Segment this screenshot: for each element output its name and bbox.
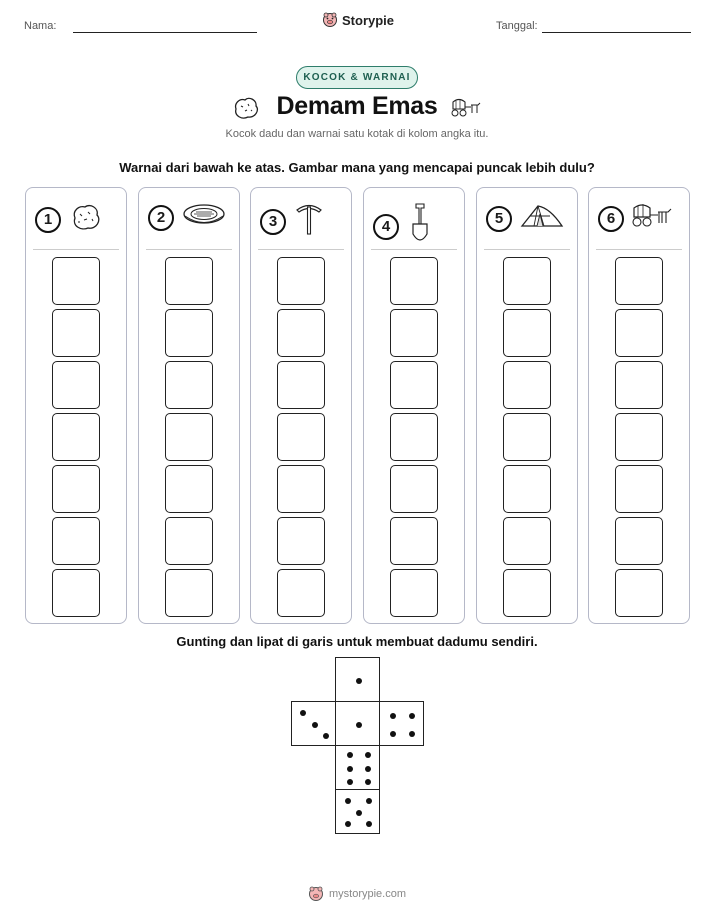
color-box[interactable] (277, 517, 325, 565)
color-box[interactable] (390, 309, 438, 357)
column-divider (484, 249, 570, 250)
dice-pip (323, 733, 329, 739)
column-divider (146, 249, 232, 250)
dice-pip (345, 798, 351, 804)
color-box[interactable] (277, 569, 325, 617)
dice-pip (409, 731, 415, 737)
dice-pip (365, 752, 371, 758)
page-title: Demam Emas (276, 92, 438, 120)
coloring-instruction: Warnai dari bawah ke atas. Gambar mana yang mencapai puncak lebih dulu? (119, 160, 595, 175)
pig-mascot-icon (308, 886, 324, 902)
column-header (486, 202, 564, 235)
tent-icon (520, 202, 564, 235)
footer (308, 886, 406, 902)
color-box[interactable] (165, 517, 213, 565)
color-box[interactable] (503, 257, 551, 305)
column-number: 6 (598, 206, 624, 232)
dice-pip (356, 678, 362, 684)
color-box[interactable] (390, 465, 438, 513)
dice-column-2 (138, 187, 240, 624)
color-box[interactable] (503, 361, 551, 409)
color-box[interactable] (277, 361, 325, 409)
footer-url[interactable]: mystorypie.com (329, 888, 407, 900)
color-box[interactable] (277, 309, 325, 357)
date-label: Tanggal: (496, 20, 538, 32)
color-box[interactable] (52, 517, 100, 565)
color-box[interactable] (390, 257, 438, 305)
date-line[interactable] (542, 32, 691, 33)
color-box[interactable] (165, 309, 213, 357)
column-number: 4 (373, 214, 399, 240)
column-header (260, 202, 324, 241)
color-box[interactable] (277, 413, 325, 461)
covered-wagon-icon (632, 202, 674, 235)
color-box[interactable] (503, 309, 551, 357)
dice-pip (366, 821, 372, 827)
shovel-icon (407, 202, 433, 251)
dice-column-4 (363, 187, 465, 624)
dice-face (335, 745, 380, 790)
pickaxe-icon (294, 202, 324, 241)
dice-pip (365, 779, 371, 785)
column-divider (371, 249, 457, 250)
dice-pip (312, 722, 318, 728)
column-number: 3 (260, 209, 286, 235)
color-box[interactable] (615, 569, 663, 617)
column-header (148, 202, 226, 233)
dice-column-6 (588, 187, 690, 624)
column-divider (596, 249, 682, 250)
dice-pip (390, 713, 396, 719)
color-box[interactable] (615, 361, 663, 409)
dice-column-3 (250, 187, 352, 624)
dice-pip (356, 810, 362, 816)
dice-pip (390, 731, 396, 737)
color-box[interactable] (615, 465, 663, 513)
color-box[interactable] (503, 465, 551, 513)
color-box[interactable] (390, 361, 438, 409)
brand-name: Storypie (342, 12, 395, 28)
color-box[interactable] (390, 517, 438, 565)
column-divider (33, 249, 119, 250)
column-divider (258, 249, 344, 250)
color-box[interactable] (52, 309, 100, 357)
color-box[interactable] (165, 257, 213, 305)
color-box[interactable] (52, 413, 100, 461)
dice-face (291, 701, 336, 746)
covered-wagon-icon (451, 97, 483, 119)
color-box[interactable] (615, 413, 663, 461)
dice-face (379, 701, 424, 746)
brand-logo (322, 12, 394, 28)
color-box[interactable] (52, 361, 100, 409)
activity-badge: KOCOK & WARNAI (296, 66, 418, 89)
color-box[interactable] (615, 517, 663, 565)
color-box[interactable] (277, 257, 325, 305)
dice-pip (409, 713, 415, 719)
column-header (35, 202, 103, 237)
color-box[interactable] (390, 413, 438, 461)
name-label: Nama: (24, 20, 57, 32)
color-box[interactable] (615, 257, 663, 305)
dice-pip (347, 766, 353, 772)
dice-column-1 (25, 187, 127, 624)
dice-pip (345, 821, 351, 827)
color-box[interactable] (503, 413, 551, 461)
gold-pan-icon (182, 202, 226, 233)
column-number: 1 (35, 207, 61, 233)
pig-mascot-icon (322, 12, 338, 28)
color-box[interactable] (390, 569, 438, 617)
color-box[interactable] (615, 309, 663, 357)
dice-column-5 (476, 187, 578, 624)
color-box[interactable] (503, 569, 551, 617)
dice-pip (300, 710, 306, 716)
column-number: 5 (486, 206, 512, 232)
dice-pip (365, 766, 371, 772)
color-box[interactable] (165, 569, 213, 617)
color-box[interactable] (165, 413, 213, 461)
color-box[interactable] (52, 257, 100, 305)
subtitle: Kocok dadu dan warnai satu kotak di kolom angka itu. (225, 128, 489, 140)
gold-nugget-icon (69, 202, 103, 237)
cut-instruction: Gunting dan lipat di garis untuk membuat dadumu sendiri. (176, 634, 538, 649)
color-box[interactable] (277, 465, 325, 513)
name-line[interactable] (73, 32, 257, 33)
dice-face (335, 789, 380, 834)
dice-pip (356, 722, 362, 728)
column-header (598, 202, 674, 235)
dice-pip (347, 779, 353, 785)
color-box[interactable] (165, 465, 213, 513)
color-box[interactable] (52, 465, 100, 513)
dice-pip (366, 798, 372, 804)
color-box[interactable] (52, 569, 100, 617)
column-number: 2 (148, 205, 174, 231)
dice-face (335, 701, 380, 746)
column-header (373, 202, 433, 251)
color-box[interactable] (503, 517, 551, 565)
dice-face (335, 657, 380, 702)
color-box[interactable] (165, 361, 213, 409)
dice-pip (347, 752, 353, 758)
